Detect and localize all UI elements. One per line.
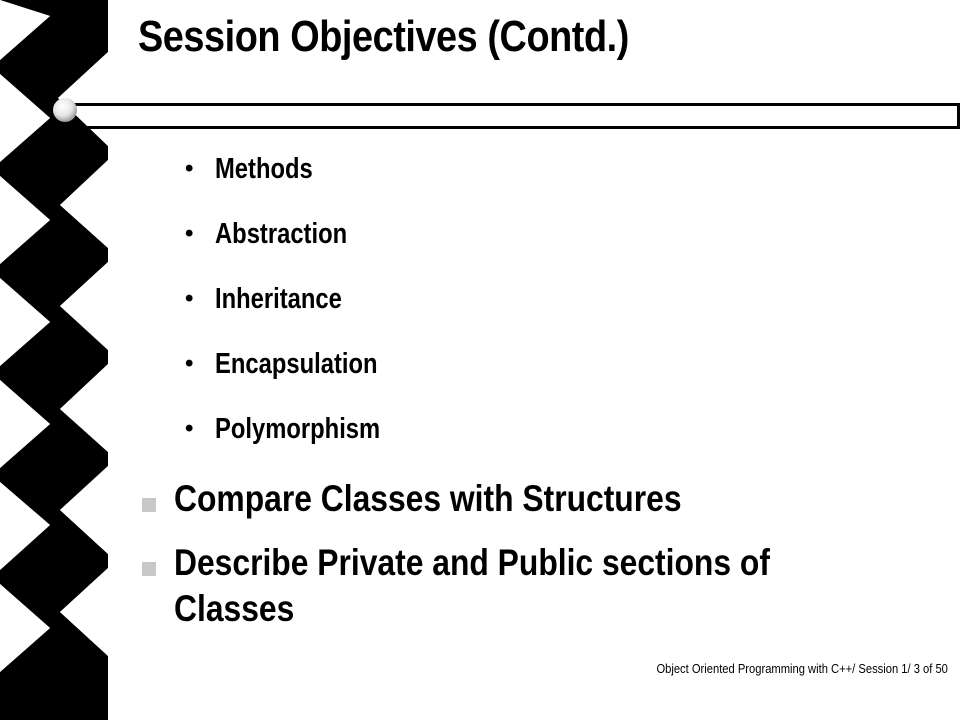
sub-item-label: Polymorphism: [215, 413, 381, 445]
main-item-label: Describe Private and Public sections of Classes: [174, 542, 770, 629]
slide-footer: Object Oriented Programming with C++/ Session 1/ 3 of 50: [656, 661, 948, 676]
bullet-dot-icon: •: [185, 285, 194, 312]
title-underline-rule: [50, 98, 960, 134]
sub-item-label: Methods: [215, 153, 313, 185]
bullet-dot-icon: •: [185, 220, 194, 247]
sub-item-label: Encapsulation: [215, 348, 378, 380]
bullet-dot-icon: •: [185, 155, 194, 182]
list-item: [140, 476, 960, 522]
list-item: [140, 540, 960, 632]
square-bullet-icon: [142, 562, 156, 576]
bullet-dot-icon: •: [185, 415, 194, 442]
sub-item-label: Inheritance: [215, 283, 342, 315]
slide-title: Session Objectives (Contd.): [138, 12, 629, 61]
main-objectives-list: [140, 476, 960, 650]
sub-item-label: Abstraction: [215, 218, 348, 250]
square-bullet-icon: [142, 498, 156, 512]
main-item-label: Compare Classes with Structures: [174, 478, 682, 519]
bullet-dot-icon: •: [185, 350, 194, 377]
